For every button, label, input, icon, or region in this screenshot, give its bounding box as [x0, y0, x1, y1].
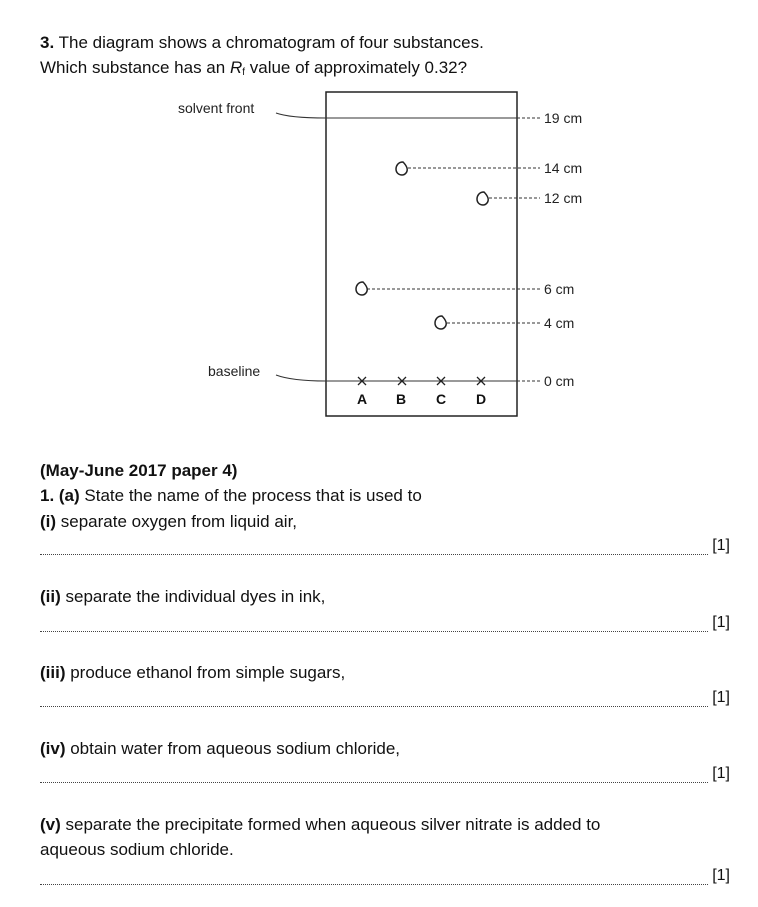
part-number: (v) — [40, 815, 61, 834]
mark-allocation: [1] — [712, 614, 730, 631]
answer-line-i[interactable] — [40, 533, 730, 555]
answer-dots[interactable] — [40, 766, 708, 783]
scale-label-12: 12 cm — [544, 190, 583, 206]
question-1a-number: 1. (a) — [40, 486, 80, 505]
mark-allocation: [1] — [712, 765, 730, 782]
question-number: 3. — [40, 33, 55, 52]
part-text: produce ethanol from simple sugars, — [65, 663, 346, 682]
solvent-front-leader — [276, 113, 326, 118]
lane-letter-a: A — [357, 391, 368, 407]
chromatography-paper — [326, 92, 517, 416]
baseline-leader — [276, 375, 326, 381]
scale-label-4: 4 cm — [544, 315, 575, 331]
part-number: (ii) — [40, 587, 61, 606]
rf-subscript: f — [242, 67, 246, 78]
answer-dots[interactable] — [40, 615, 708, 632]
baseline-label: baseline — [208, 363, 261, 379]
scale-label-14: 14 cm — [544, 160, 583, 176]
part-text: separate the individual dyes in ink, — [60, 587, 326, 606]
question-1a-text: State the name of the process that is used to — [79, 486, 422, 505]
part-i — [40, 510, 297, 534]
answer-dots[interactable] — [40, 690, 708, 707]
part-text: separate oxygen from liquid air, — [56, 512, 298, 531]
solvent-front-label: solvent front — [178, 100, 255, 116]
lane-letter-b: B — [396, 391, 407, 407]
answer-line-iii[interactable] — [40, 685, 730, 707]
part-number: (i) — [40, 512, 57, 531]
part-text: separate the precipitate formed when aqueous silver nitrate is added to — [60, 815, 601, 834]
spot-a — [356, 282, 367, 295]
part-v — [40, 813, 600, 837]
scale-label-6: 6 cm — [544, 281, 575, 297]
answer-dots[interactable] — [40, 868, 708, 885]
question-text-part: value of approximately 0.32? — [245, 58, 468, 77]
question-1a — [40, 484, 422, 508]
part-iii — [40, 661, 345, 685]
spot-d — [477, 192, 488, 205]
mark-allocation: [1] — [712, 867, 730, 884]
rf-symbol: R — [229, 58, 243, 77]
question-text-part: Which substance has an — [40, 58, 230, 77]
answer-line-iv[interactable] — [40, 761, 730, 783]
answer-line-v[interactable] — [40, 863, 730, 885]
lane-letter-c: C — [436, 391, 447, 407]
question-text: The diagram shows a chromatogram of four substances. — [58, 33, 484, 52]
spot-c — [435, 316, 446, 329]
part-v-line2: aqueous sodium chloride. — [40, 840, 234, 859]
lane-letter-d: D — [476, 391, 487, 407]
mark-allocation: [1] — [712, 537, 730, 554]
scale-label-0: 0 cm — [544, 373, 575, 389]
part-number: (iv) — [40, 739, 66, 758]
answer-dots[interactable] — [40, 538, 708, 555]
part-text: obtain water from aqueous sodium chloride, — [65, 739, 401, 758]
part-iv — [40, 737, 400, 761]
spot-b — [396, 162, 407, 175]
scale-label-19: 19 cm — [544, 110, 583, 126]
part-number: (iii) — [40, 663, 66, 682]
mark-allocation: [1] — [712, 689, 730, 706]
part-ii — [40, 585, 325, 609]
chromatogram-diagram — [0, 0, 758, 430]
paper-source: (May-June 2017 paper 4) — [40, 461, 238, 480]
answer-line-ii[interactable] — [40, 610, 730, 632]
